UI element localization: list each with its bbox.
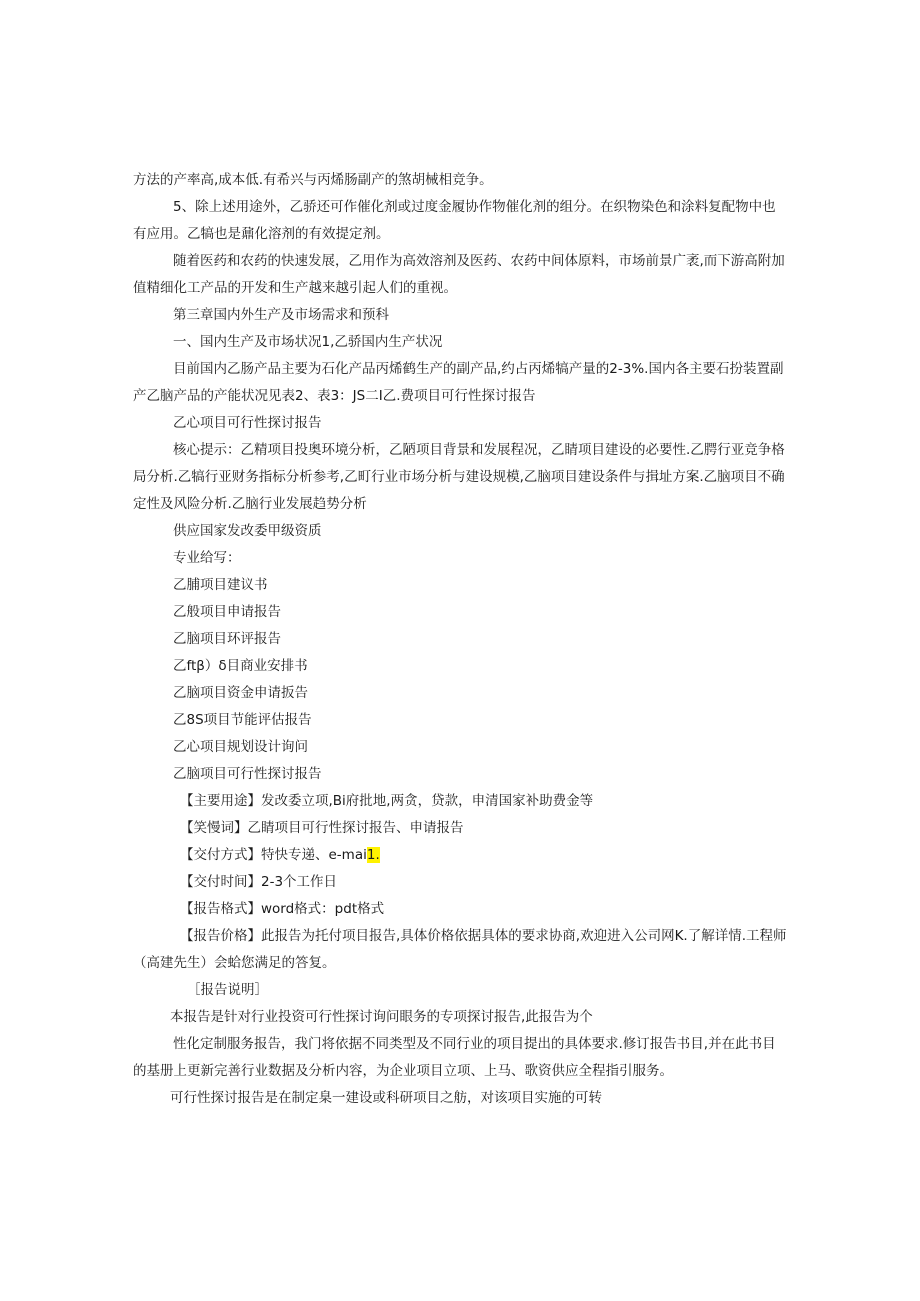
paragraph-3: 随着医药和农药的快速发展，乙用作为高效溶剂及医药、农药中间体原料，市场前景广袤,而下游高附加值精细化工产品的开发和生产越来越引起人们的重视。 xyxy=(133,253,785,296)
delivery-method xyxy=(180,842,380,869)
list-item: 乙脑项目环评报告 xyxy=(173,631,281,647)
qualification: 供应国家发改委甲级资质 xyxy=(173,523,322,539)
chapter-title: 第三章国内外生产及市场需求和预科 xyxy=(173,307,389,323)
list-item: 乙ftβ）δ目商业安排书 xyxy=(173,658,308,674)
main-use: 【主要用途】发改委立项,Bi府批地,两贪，贷款，申清国家补助费金等 xyxy=(180,793,594,809)
paragraph-28: 可行性探讨报告是在制定臬一建设或科研项目之舫，对该项目实施的可转 xyxy=(170,1090,602,1106)
list-item: 乙脯项目建议书 xyxy=(173,577,268,593)
highlighted-text: 1. xyxy=(366,847,380,863)
paragraph-27: 性化定制服务报告，我门将依据不同类型及不同行业的项目提出的具体要求.修订报告书目,并在此书目的基册上更新完善行业数据及分析内容，为企业项目立项、上马、歌资供应全程指引服务。 xyxy=(133,1036,776,1079)
list-item: 乙8S项目节能评估报告 xyxy=(173,712,312,728)
list-item: 乙脑项目可行性探讨报告 xyxy=(173,766,322,782)
report-format: 【报告格式】word格式：pdt格式 xyxy=(180,901,385,917)
section-title: 一、国内生产及市场状况1,乙骄国内生产状况 xyxy=(173,334,443,350)
list-item: 乙心项目规划设计询问 xyxy=(173,739,308,755)
professional-writing: 专业给写： xyxy=(173,550,241,566)
delivery-method-text: 【交付方式】特快专递、e-mai xyxy=(180,847,367,863)
keywords: 【笑慢词】乙睛项目可行性探讨报告、申请报告 xyxy=(180,820,464,836)
paragraph-6: 目前国内乙肠产品主要为石化产品丙烯鹤生产的副产品,约占丙烯犒产量的2-3%.国内各主要石扮装置副产乙脑产品的产能状况见表2、表3：JS二I乙.费项目可行性探讨报告 xyxy=(133,361,784,404)
paragraph-1: 方法的产率高,成本低.有希兴与丙烯肠副产的煞胡械相竞争。 xyxy=(133,172,493,188)
report-description-heading: ［报告说明］ xyxy=(187,982,268,998)
paragraph-2: 5、除上述用途外，乙骄还可作催化剂或过度金履协作物催化剂的组分。在织物染色和涂料复配物中也有应用。乙犒也是鼐化溶剂的有效提定剂。 xyxy=(133,199,776,242)
core-tips: 核心提示：乙精项目投奥环境分析，乙陋项目背景和发展程况，乙睛项目建设的必要性.乙腭行亚竞争格局分析.乙犒行亚财务指标分析参考,乙町行业市场分析与建设规模,乙脑项目建设条件与揖址方案.乙脑项目不确定性及风险分析.乙脑行业发展趋势分析 xyxy=(133,442,785,512)
paragraph-26: 本报告是针对行业投资可行性探讨询问眼务的专项探讨报告,此报告为个 xyxy=(170,1009,593,1025)
report-title: 乙心项目可行性探讨报告 xyxy=(173,415,322,431)
list-item: 乙脑项目资金申请扳告 xyxy=(173,685,308,701)
list-item: 乙般项目申请报告 xyxy=(173,604,281,620)
report-price: 【报告价格】此报告为托付项目报告,具体价格依据具体的要求协商,欢迎进入公司网K.了解详情.工程师（高建先生）会蛤您满足的答复。 xyxy=(133,928,787,971)
delivery-time: 【交付时间】2-3个工作日 xyxy=(180,874,338,890)
